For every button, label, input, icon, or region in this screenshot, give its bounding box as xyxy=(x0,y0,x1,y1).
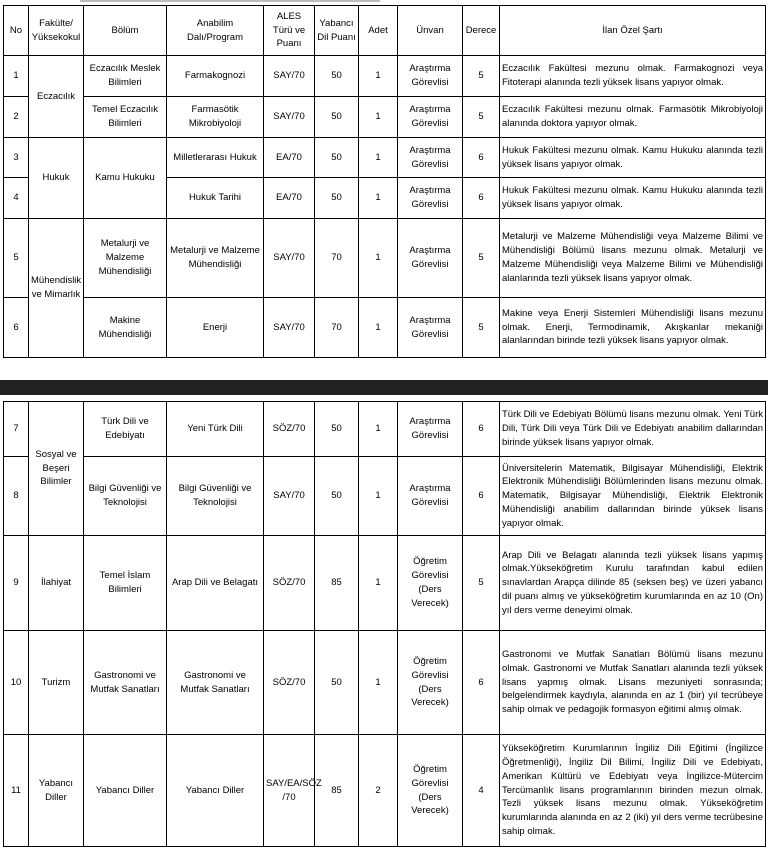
cell-derece: 5 xyxy=(463,56,500,97)
cell-no: 5 xyxy=(4,219,29,298)
cell-fakulte: Hukuk xyxy=(29,138,84,219)
cell-sart: Arap Dili ve Belagatı alanında tezli yüksek lisans yapmış olmak.Yükseköğretim Kurulu tarafından kabul edilen sınavlardan Arapça dilinde 85 (seksen beş) ve üzeri yabancı dil puanı almış ve yükseköğretim kurumlarında en az 10 (On) yıl ders verme deneyimi olmak. xyxy=(500,536,766,631)
cell-bolum: Makine Mühendisliği xyxy=(84,298,167,358)
cell-unvan: Araştırma Görevlisi xyxy=(398,298,463,358)
cell-fakulte: Turizm xyxy=(29,631,84,735)
cell-sart: Türk Dili ve Edebiyatı Bölümü lisans mezunu olmak. Yeni Türk Dili, Türk Dili veya Türk Dili ve Edebiyatı anabilim dallarından birinde yüksek lisans yapıyor olmak. xyxy=(500,402,766,457)
cell-anabilim: Yeni Türk Dili xyxy=(167,402,264,457)
cell-yabanci: 50 xyxy=(315,56,359,97)
cell-adet: 1 xyxy=(359,536,398,631)
cell-anabilim: Bilgi Güvenliği ve Teknolojisi xyxy=(167,457,264,536)
cell-sart: Gastronomi ve Mutfak Sanatları Bölümü lisans mezunu olmak. Gastronomi ve Mutfak Sanatları alanında tezli yüksek lisans yapmış olmak. Lisans mezuniyeti sonrasında; belgelendirmek kaydıyla, alanında en az 1 (bir) yıl tecrübeye sahip olmak ve pedagojik formasyon eğitimi almış olmak. xyxy=(500,631,766,735)
cell-adet: 1 xyxy=(359,56,398,97)
cell-adet: 1 xyxy=(359,298,398,358)
header-fakulte: Fakülte/ Yüksekokul xyxy=(29,6,84,56)
cell-yabanci: 50 xyxy=(315,631,359,735)
cell-unvan: Araştırma Görevlisi xyxy=(398,138,463,178)
cell-derece: 6 xyxy=(463,457,500,536)
cell-ales: SÖZ/70 xyxy=(264,536,315,631)
cell-sart: Makine veya Enerji Sistemleri Mühendisliği lisans mezunu olmak. Enerji, Termodinamik, Akışkanlar mekaniği alanlarından birinde tezli yüksek lisans yapıyor olmak. xyxy=(500,298,766,358)
cell-unvan: Araştırma Görevlisi xyxy=(398,219,463,298)
positions-table-1 xyxy=(3,5,766,358)
cell-ales: SÖZ/70 xyxy=(264,631,315,735)
cell-no: 8 xyxy=(4,457,29,536)
cell-anabilim: Arap Dili ve Belagatı xyxy=(167,536,264,631)
page-separator-bar xyxy=(0,380,768,395)
cell-anabilim: Gastronomi ve Mutfak Sanatları xyxy=(167,631,264,735)
table-row xyxy=(4,735,766,847)
cell-ales: SAY/70 xyxy=(264,457,315,536)
cell-bolum: Metalurji ve Malzeme Mühendisliği xyxy=(84,219,167,298)
cell-ales: EA/70 xyxy=(264,138,315,178)
cell-ales: SAY/EA/SÖZ /70 xyxy=(264,735,315,847)
table-row xyxy=(4,138,766,178)
cell-derece: 5 xyxy=(463,536,500,631)
cell-fakulte: Mühendislik ve Mimarlık xyxy=(29,219,84,358)
cell-unvan: Öğretim Görevlisi (Ders Verecek) xyxy=(398,735,463,847)
table-row xyxy=(4,219,766,298)
cell-yabanci: 50 xyxy=(315,178,359,219)
cell-unvan: Öğretim Görevlisi (Ders Verecek) xyxy=(398,536,463,631)
cell-yabanci: 70 xyxy=(315,298,359,358)
header-adet: Adet xyxy=(359,6,398,56)
cell-sart: Üniversitelerin Matematik, Bilgisayar Mühendisliği, Elektrik Elektronik Mühendisliği Bölümlerinden lisans mezunu olmak. Matematik, Bilgisayar Mühendisliği, Elektrik Elektronik Mühendisliği anabilim dallarından birinde yüksek lisans yapıyor olmak. xyxy=(500,457,766,536)
cell-derece: 5 xyxy=(463,219,500,298)
cell-ales: SAY/70 xyxy=(264,219,315,298)
cell-bolum: Kamu Hukuku xyxy=(84,138,167,219)
cell-ales: SÖZ/70 xyxy=(264,402,315,457)
cell-anabilim: Farmakognozi xyxy=(167,56,264,97)
table-header-row xyxy=(4,6,766,56)
table-row xyxy=(4,97,766,138)
cell-ales: SAY/70 xyxy=(264,97,315,138)
table-row xyxy=(4,56,766,97)
cell-bolum: Bilgi Güvenliği ve Teknolojisi xyxy=(84,457,167,536)
cell-derece: 5 xyxy=(463,97,500,138)
header-yabanci: Yabancı Dil Puanı xyxy=(315,6,359,56)
header-anabilim: Anabilim Dalı/Program xyxy=(167,6,264,56)
cell-sart: Eczacılık Fakültesi mezunu olmak. Farmasötik Mikrobiyoloji alanında doktora yapıyor olmak. xyxy=(500,97,766,138)
cell-bolum: Temel İslam Bilimleri xyxy=(84,536,167,631)
cell-yabanci: 85 xyxy=(315,536,359,631)
cell-no: 2 xyxy=(4,97,29,138)
cell-ales: SAY/70 xyxy=(264,298,315,358)
cell-adet: 1 xyxy=(359,178,398,219)
header-unvan: Ünvan xyxy=(398,6,463,56)
cell-no: 3 xyxy=(4,138,29,178)
cell-no: 11 xyxy=(4,735,29,847)
cell-ales: EA/70 xyxy=(264,178,315,219)
cell-derece: 6 xyxy=(463,631,500,735)
cell-adet: 1 xyxy=(359,457,398,536)
cell-sart: Hukuk Fakültesi mezunu olmak. Kamu Hukuku alanında tezli yüksek lisans yapıyor olmak. xyxy=(500,178,766,219)
header-sart: İlan Özel Şartı xyxy=(500,6,766,56)
cell-fakulte: Yabancı Diller xyxy=(29,735,84,847)
cell-yabanci: 50 xyxy=(315,402,359,457)
cell-anabilim: Yabancı Diller xyxy=(167,735,264,847)
cell-yabanci: 50 xyxy=(315,138,359,178)
cell-unvan: Araştırma Görevlisi xyxy=(398,97,463,138)
cell-bolum: Gastronomi ve Mutfak Sanatları xyxy=(84,631,167,735)
cell-sart: Metalurji ve Malzeme Mühendisliği veya Malzeme Bilimi ve Mühendisliği Bölümü lisans mezunu olmak. Metalurji ve Malzeme Mühendisliği veya Malzeme Bilimi ve Mühendisliği alanlarında tezli yüksek lisans yapıyor olmak. xyxy=(500,219,766,298)
cell-anabilim: Enerji xyxy=(167,298,264,358)
table-row xyxy=(4,536,766,631)
cell-yabanci: 70 xyxy=(315,219,359,298)
header-no: No xyxy=(4,6,29,56)
positions-table-2 xyxy=(3,401,766,847)
header-ales: ALES Türü ve Puanı xyxy=(264,6,315,56)
cell-no: 10 xyxy=(4,631,29,735)
cell-sart: Yükseköğretim Kurumlarının İngiliz Dili Eğitimi (İngilizce Öğretmenliği), İngiliz Dil Bilimi, İngiliz Dili ve Edebiyatı, Amerikan Kültürü ve Edebiyatı veya İngilizce-Mütercim Tercümanlık lisans programlarının birinden mezun olmak. Tezli yüksek lisans mezunu olmak. Yükseköğretim kurumlarında alanında en az 2 (iki) yıl ders verme tecrübesine sahip olmak. xyxy=(500,735,766,847)
header-derece: Derece xyxy=(463,6,500,56)
cell-unvan: Araştırma Görevlisi xyxy=(398,457,463,536)
cell-anabilim: Milletlerarası Hukuk xyxy=(167,138,264,178)
cell-yabanci: 50 xyxy=(315,97,359,138)
cell-derece: 6 xyxy=(463,178,500,219)
cell-no: 9 xyxy=(4,536,29,631)
cell-derece: 4 xyxy=(463,735,500,847)
cell-bolum: Türk Dili ve Edebiyatı xyxy=(84,402,167,457)
cell-adet: 1 xyxy=(359,402,398,457)
cell-adet: 1 xyxy=(359,138,398,178)
cell-no: 1 xyxy=(4,56,29,97)
cell-unvan: Araştırma Görevlisi xyxy=(398,56,463,97)
cell-fakulte: Sosyal ve Beşeri Bilimler xyxy=(29,402,84,536)
table-row xyxy=(4,402,766,457)
table-row xyxy=(4,298,766,358)
cell-anabilim: Farmasötik Mikrobiyoloji xyxy=(167,97,264,138)
cell-no: 4 xyxy=(4,178,29,219)
cell-unvan: Öğretim Görevlisi (Ders Verecek) xyxy=(398,631,463,735)
cell-adet: 1 xyxy=(359,219,398,298)
cell-yabanci: 50 xyxy=(315,457,359,536)
cell-derece: 6 xyxy=(463,402,500,457)
cell-derece: 5 xyxy=(463,298,500,358)
header-bolum: Bölüm xyxy=(84,6,167,56)
cell-bolum: Temel Eczacılık Bilimleri xyxy=(84,97,167,138)
cell-unvan: Araştırma Görevlisi xyxy=(398,402,463,457)
top-edge xyxy=(0,0,768,4)
cell-no: 7 xyxy=(4,402,29,457)
cell-adet: 1 xyxy=(359,631,398,735)
cell-fakulte: Eczacılık xyxy=(29,56,84,138)
cell-no: 6 xyxy=(4,298,29,358)
cell-adet: 2 xyxy=(359,735,398,847)
cell-derece: 6 xyxy=(463,138,500,178)
cell-adet: 1 xyxy=(359,97,398,138)
cell-yabanci: 85 xyxy=(315,735,359,847)
cell-sart: Eczacılık Fakültesi mezunu olmak. Farmakognozi veya Fitoterapi alanında tezli yüksek lisans yapıyor olmak. xyxy=(500,56,766,97)
cell-bolum: Eczacılık Meslek Bilimleri xyxy=(84,56,167,97)
cell-anabilim: Metalurji ve Malzeme Mühendisliği xyxy=(167,219,264,298)
cell-ales: SAY/70 xyxy=(264,56,315,97)
cell-fakulte: İlahiyat xyxy=(29,536,84,631)
cell-sart: Hukuk Fakültesi mezunu olmak. Kamu Hukuku alanında tezli yüksek lisans yapıyor olmak. xyxy=(500,138,766,178)
cell-unvan: Araştırma Görevlisi xyxy=(398,178,463,219)
table-row xyxy=(4,631,766,735)
cell-anabilim: Hukuk Tarihi xyxy=(167,178,264,219)
cell-bolum: Yabancı Diller xyxy=(84,735,167,847)
table-row xyxy=(4,457,766,536)
